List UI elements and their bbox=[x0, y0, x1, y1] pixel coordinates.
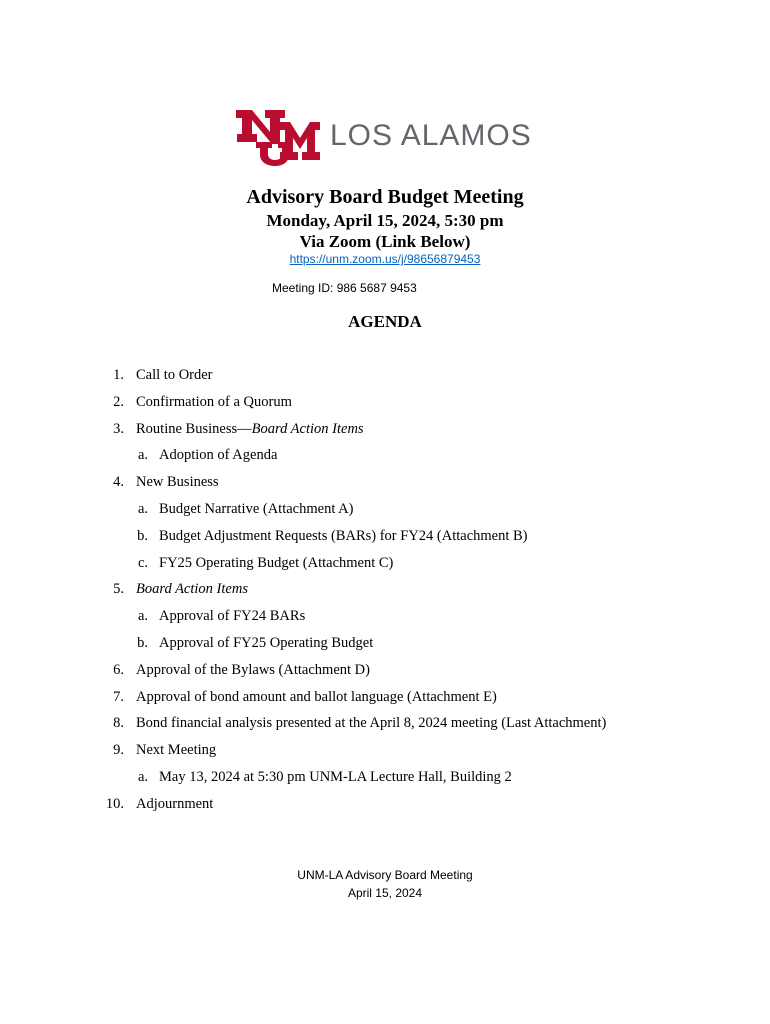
agenda-item-text: Approval of FY24 BARs bbox=[159, 608, 306, 625]
meeting-date: Monday, April 15, 2024, 5:30 pm bbox=[266, 211, 504, 230]
agenda-item-number: 5. bbox=[113, 581, 124, 598]
meeting-title: Advisory Board Budget Meeting bbox=[246, 186, 524, 208]
agenda-item-text bbox=[136, 581, 248, 598]
agenda-item-text: Bond financial analysis presented at the April 8, 2024 meeting (Last Attachment) bbox=[136, 715, 607, 732]
agenda-item-number: 9. bbox=[113, 742, 124, 759]
agenda-item-number: b. bbox=[137, 635, 148, 651]
agenda-item-text: FY25 Operating Budget (Attachment C) bbox=[159, 554, 394, 571]
agenda-item-number: 3. bbox=[113, 420, 124, 437]
agenda-item-text: Next Meeting bbox=[136, 742, 217, 759]
agenda-item-text: Approval of bond amount and ballot language (Attachment E) bbox=[136, 688, 497, 705]
agenda-heading: AGENDA bbox=[348, 312, 422, 331]
agenda-item-number: 8. bbox=[113, 715, 124, 732]
unm-los-alamos-logo bbox=[234, 106, 534, 166]
agenda-item-text: May 13, 2024 at 5:30 pm UNM-LA Lecture Hall, Building 2 bbox=[159, 769, 512, 785]
agenda-item-text: Routine Business—Board Action Items bbox=[136, 420, 364, 437]
agenda-item-number: a. bbox=[137, 447, 148, 464]
agenda-item-text: Budget Narrative (Attachment A) bbox=[159, 501, 354, 517]
agenda-item-number: 6. bbox=[113, 661, 124, 678]
agenda-item-number: 2. bbox=[113, 393, 124, 410]
agenda-item-text: Confirmation of a Quorum bbox=[136, 393, 292, 410]
agenda-item-number: 7. bbox=[113, 688, 124, 705]
agenda-item-italic-text: Board Action Items bbox=[136, 581, 248, 598]
agenda-item-number: b. bbox=[137, 527, 148, 544]
agenda-item-text: Adoption of Agenda bbox=[159, 447, 278, 464]
agenda-item-number: 10. bbox=[105, 795, 124, 812]
footer-title: UNM-LA Advisory Board Meeting bbox=[297, 868, 473, 882]
agenda-item-number: 1. bbox=[113, 367, 124, 383]
agenda-item-text: Approval of FY25 Operating Budget bbox=[159, 635, 374, 651]
agenda-item-text: Adjournment bbox=[136, 795, 214, 812]
footer-date: April 15, 2024 bbox=[347, 886, 423, 900]
logo-wordmark: LOS ALAMOS bbox=[330, 119, 532, 152]
meeting-venue: Via Zoom (Link Below) bbox=[299, 232, 471, 251]
agenda-item-number: a. bbox=[137, 501, 148, 517]
meeting-id: Meeting ID: 986 5687 9453 bbox=[272, 281, 417, 295]
agenda-item-text: Budget Adjustment Requests (BARs) for FY24 (Attachment B) bbox=[159, 527, 528, 544]
zoom-link[interactable]: https://unm.zoom.us/j/98656879453 bbox=[289, 252, 481, 266]
agenda-item-italic-text: Board Action Items bbox=[251, 420, 364, 437]
agenda-item-number: a. bbox=[137, 608, 148, 625]
agenda-item-text: Call to Order bbox=[136, 367, 213, 383]
unm-mark-icon bbox=[236, 110, 320, 166]
agenda-item-number: a. bbox=[137, 769, 148, 785]
agenda-item-text: New Business bbox=[136, 474, 219, 491]
agenda-item-number: c. bbox=[137, 554, 148, 571]
agenda-item-text: Approval of the Bylaws (Attachment D) bbox=[136, 661, 370, 678]
logo-graphic bbox=[234, 106, 534, 166]
agenda-item-number: 4. bbox=[113, 474, 124, 491]
